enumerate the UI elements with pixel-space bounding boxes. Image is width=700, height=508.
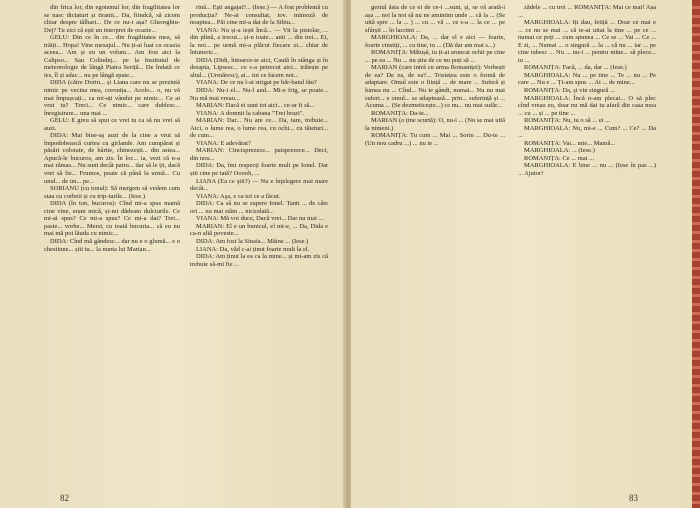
paragraph: ROMANIȚA: Vai... mie... Mamă... xyxy=(524,139,616,147)
paragraph: MARIAN: Cincisprezece... paisprezece... Deci, din nou... xyxy=(190,147,328,162)
paragraph: MARIAN (o ține scurtă): O, nu-i ... (Nu se mai uită la nimeni.) xyxy=(365,117,505,132)
paragraph: DIDA: Am ținut la ea ca la mine... și mi-am zis că trebuie să-mi fie ... xyxy=(190,253,328,268)
paragraph: VIANA: Nu și-a ieșit încă... — Vii la pistolar, ... din plină, a trecut... și-n toate... anii ... din trei... Ei, la noi... pe urmă mi-a plăcut fiecare zi... chiar de întuneric... xyxy=(190,26,328,57)
paragraph: MARGHIOALA: Iți dau, fetiță ... Doar ce mai e ... ce nu se mai ... că te-ai uitat la tine ... pe ce ... numai ce poți ... cum spunea ... Ce se ... Vai ... Ce ... E zi, ... Numai ... o singură ... la ... că nu ... iar ... pe cine iubesc ... Nu ... nu-i ... pentru mine... să plece... tu ... xyxy=(518,19,656,64)
paragraph: DIDA: Cînd mă gândesc... dar nu e o glumă... e o chestiune... știi tu... la nunta lui Marian... xyxy=(44,237,180,253)
right-page xyxy=(351,0,700,508)
paragraph: VIANA: A domnit la cabana "Trei brazi". xyxy=(196,109,305,117)
paragraph: MARIAN (care intră cu urma Romaniței): Vorbești de ea? De ea, de ea?... Tristețea este o formă de adaptare. Omul este o ființă ... de mare ... Suferă și lumea nu ... Cînd... Nu te gândi, numai... Nu nu mai suferi... e omul... se adaptează... prin... suferință și ... Acuma ... (Se dezmeticește...) ce nu... nu mai sufăr... xyxy=(365,64,505,110)
paragraph: MARGHIOALA: Nu, mi-e ... Cum? ... Ce? ... Da ... xyxy=(518,124,656,140)
paragraph: ROMANIȚA: Da, și vin singură ... xyxy=(524,87,615,95)
paragraph: zădele ... cu trei ... ROMANIȚA: Mai ce mai! Așa ... xyxy=(518,4,656,19)
paragraph: ROMANIȚA: Tu cum ... Mai ... Sorin ... Du-te ... (Un nou cadru ...) ... nu te ... xyxy=(365,132,505,147)
paragraph: ROMANIȚA: Facă, ... da, dar ... (Iese.) xyxy=(524,64,627,72)
paragraph: DIDA (către Dorin... și Liana care nu se prezintă nimic pe vecina mea, coronița... Acolo... o, nu vă mai împușcați... ca mi-ați vândut pe nimic... Ce ai vrut tu? Treci... Ce nimic... care dublesc... înregistrare... una mai ... xyxy=(44,79,180,117)
paragraph: MARGHIOALA: Da, ... dar el e aici — foarte, foarte cinstiți, ... cu tine, tu ... (Dă dar am mai s...) xyxy=(365,34,505,49)
paragraph: GELU: E greu să spui ce vrei tu ca să nu vrei să auzi. xyxy=(44,117,180,132)
paragraph: MARGHIOALA: E bine ... nu ... (Iese în pas ...) ... Ajutor! xyxy=(518,162,656,178)
paragraph: DIDA: Ca să nu se supere Ionel. Tanti ... de câte ori ... nu mai stăm ... niciodată... xyxy=(190,200,328,215)
paragraph: din frica lor, din egoismul lor, din fragilitatea lor se nasc dictaturi și tiranii... Da, fiindcă, să zicem chiar despre tâlhari... De ce nu-i așa? Gheorghiu-Dej? Tu zici că ești un interpret de ocazie... xyxy=(44,4,180,34)
page-number-right: 83 xyxy=(629,493,638,503)
paragraph: DIDA (Didi, întoarce-te aici, Caută în stânga și în dreapta, Lipsesc... ce s-a petrecut aici... trăiește pe altul... (Urmăresc), ai... tot ce facem noi... xyxy=(190,56,328,79)
paragraph: DIDA: Mai bine-aș auzi de la cine a vrut să împodobească curtea cu girlande. Am cumpărat și păsări colorate, de hârtie, chinezești... din astea... Apucă-le bucuros, am zis. În loc... ia, vezi că n-a mai rămas... Nu sunt decât patru... dar să le ții, dacă vrei să fie... Frumos, poate că până la urmă... Cu unul... de un... pe... xyxy=(44,132,180,185)
paragraph: VIANA: Mă voi duce, Dacă vrei... Dar nu mai ... xyxy=(196,215,324,223)
right-page-column-1 xyxy=(365,4,505,147)
paragraph: DIDA: Da, îmi respecți foarte mult pe Ionel. Dar știi cine pe tată? Ooooh, ... xyxy=(190,162,328,178)
paragraph: MARGHIOALA: Încă n-am plecat... O să plec cînd vreau eu, doar nu mă dai tu afară din casa mea ... cu ... și ... pe tine ... xyxy=(518,94,656,117)
paragraph: MARGHIOALA: Nu ... pe tine ... Te ... nu ... Pe care ... Nu e ... Ți-am spus ... Ai ... de mine... xyxy=(518,71,656,87)
page-number-left: 82 xyxy=(60,493,69,503)
paragraph: SORIANU (cu tonul): Să mergem să vedem cum stau cu corbeii și cu trip-turile... (Iese.) xyxy=(44,185,180,200)
paragraph: ROMANIȚA: Ce ... mai ... xyxy=(524,154,595,162)
paragraph: DIDA: Nu-i el... Nu-l aud... Mi-e frig, se poate... Nu mă mai vreau... xyxy=(190,87,328,102)
paragraph: LIANA: Da, văd c-ai ținut foarte mult la el. xyxy=(196,245,310,253)
paragraph: GELU: Din ce în ce... din fragilitatea mea, să trăiți... Hopa! Vine mesajul... Nu ți-ai luat cu ocazia aceea... Am și eu un volum... Am fost aici la Calipso... Sau Colindeț... pe la Institutul de meteorologie de lângă Piatra Seriță... De îndată ce ies, îl și adac... nu pe lângă spate... xyxy=(44,34,180,79)
paragraph: ROMANIȚA: Nu, tu o să ... ei ... xyxy=(524,117,610,125)
paragraph: VIANA: Aşa, e ca tot ce a făcut. xyxy=(196,192,281,200)
paragraph: rină... Eşti angajat?... (Iese.) — A fost problemă cu producția? Ne-ai consultat, tov. mimoză de noaptea... Păi cine mi-a dat de la Sibiu... xyxy=(190,4,328,27)
right-page-column-2 xyxy=(518,4,656,178)
paragraph: MARIAN: Dacă ei sunt tot aici... ce-ar fi să... xyxy=(196,102,315,110)
paragraph: ROMANIȚA: Da-te... xyxy=(371,109,429,117)
paragraph: VIANA: De ce nu l-ai strigat pe băr-batul tău? xyxy=(196,79,317,87)
paragraph: LIANA (Ea ce ştii?) — Nu e înţelegere mai mare decât... xyxy=(190,177,328,193)
paragraph: gestul ăsta de ce ei de ce-i ...sunt, și, se vă arată-i așa ... noi la noi să nu ne amintim unde ... că la ... (Se uită spre ... la ... ) ... cu ... vă ... ce s-a ... la ce ... pe sfârșit ... în lacrimi ... xyxy=(365,4,505,34)
paragraph: ROMANIȚA: Mătușă, tu ți-ai aruncat ochii pe cine ... pe ea ... Nu ... nu știu de ce nu poți să ... xyxy=(365,49,505,64)
paragraph: VIANA: E adevărat? xyxy=(196,139,251,147)
paragraph: MARIAN: El e un bunicul, el mi-e, ... Da, Dida e ca-n altă poveste... xyxy=(190,222,328,238)
paragraph: DIDA: Am fost la Sinaia... Mâine ... (Iese.) xyxy=(196,237,309,245)
left-page-column-1 xyxy=(44,4,180,253)
paragraph: MARIAN: Dar... Nu are ce... Da, tare, trebuie... Aici, o lume rea, o lume rea, cu ochi... cu tăieturi... de cum... xyxy=(190,117,328,140)
paragraph: DIDA (în ton, bucuros): Cînd mi-a spus mamă cine vine, eram mică, și-mi dădeam dulciurile. Ce mi-ai spus? Ce mi-a spus? Ce mi-a dat? Trei... paste... vorbe... Mersi, cu toată bucuria... că eu nu mai mă pot lăuda cu nimic... xyxy=(44,200,180,238)
left-page xyxy=(0,0,345,508)
left-page-column-2 xyxy=(190,4,328,268)
paragraph: MARGHIOALA: ... (Iese.) xyxy=(524,147,595,155)
page-edge-decoration xyxy=(692,0,700,508)
